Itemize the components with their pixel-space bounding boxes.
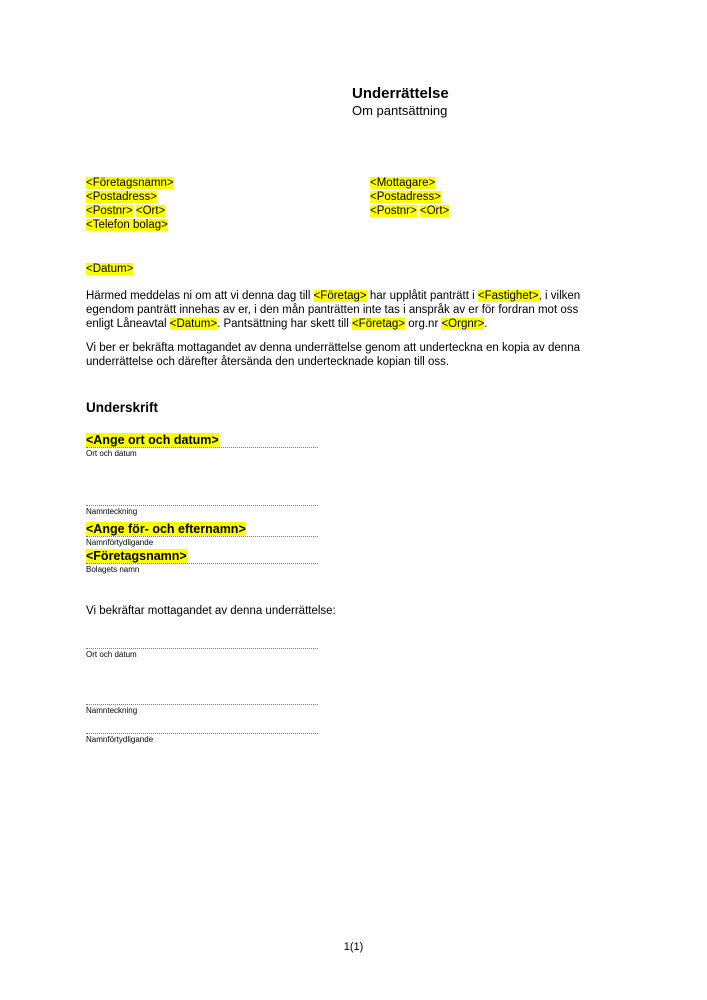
paragraph-line [86,317,580,331]
body-paragraph-confirm-request [86,341,580,369]
field-label: Namnteckning [86,706,138,715]
address-line [370,204,449,218]
address-line [86,176,174,190]
inline-placeholder[interactable]: <Företag> [351,318,406,330]
date-line [86,262,133,276]
field-label: Namnförtydligande [86,538,154,547]
confirmation-intro: Vi bekräftar mottagandet av denna underrättelse: [86,605,336,617]
signature-field-ort-och-datum [86,433,318,459]
signature-field-namnfortydligande [86,522,318,548]
address-placeholder[interactable]: <Ort> [419,205,450,217]
signature-field-namnteckning [86,505,318,517]
paragraph-text: , i vilken [538,290,581,302]
paragraph-text: . [484,318,488,330]
address-line [370,176,449,190]
address-placeholder[interactable]: <Telefon bolag> [86,219,168,231]
address-placeholder[interactable]: <Postnr> [370,205,417,217]
address-line [86,218,174,232]
signature-dotted-line [86,447,318,448]
paragraph-text: underrättelse och därefter återsända den undertecknade kopian till oss. [86,356,450,368]
address-placeholder[interactable]: <Företagsnamn> [86,177,174,189]
paragraph-line [86,341,580,355]
confirmation-field-namnteckning [86,704,318,716]
address-line [86,204,174,218]
field-label: Ort och datum [86,449,137,458]
placeholder-ange-ort-och-datum[interactable]: <Ange ort och datum> [86,433,219,447]
paragraph-line [86,289,580,303]
paragraph-line [86,303,580,317]
field-label: Bolagets namn [86,565,140,574]
inline-placeholder[interactable]: <Datum> [169,318,218,330]
placeholder-foretagsnamn[interactable]: <Företagsnamn> [86,549,187,563]
page-number: 1(1) [343,941,364,953]
address-placeholder[interactable]: <Ort> [135,205,166,217]
sender-address-block [86,176,174,232]
paragraph-text: enligt Låneavtal [86,318,170,330]
paragraph-text: Vi ber er bekräfta mottagandet av denna underrättelse genom att underteckna en kopia av denna [86,342,580,354]
signature-dotted-line [86,648,318,649]
address-placeholder[interactable]: <Postadress> [86,191,157,203]
signature-dotted-line [86,505,318,506]
body-paragraph-notice [86,289,580,331]
paragraph-text: Härmed meddelas ni om att vi denna dag till [86,290,314,302]
paragraph-text: har upplåtit panträtt i [366,290,478,302]
paragraph-text: egendom panträtt innehas av er, i den mån panträtten inte tas i anspråk av er för fordran mot oss [86,304,579,316]
field-label: Namnteckning [86,507,138,516]
date-placeholder[interactable]: <Datum> [86,263,134,275]
inline-placeholder[interactable]: <Fastighet> [477,290,539,302]
signature-dotted-line [86,733,318,734]
address-line [86,190,174,204]
paragraph-text: . Pantsättning har skett till [217,318,352,330]
document-subtitle: Om pantsättning [352,103,448,118]
confirmation-field-namnfortydligande [86,733,318,745]
recipient-address-block [370,176,449,218]
confirmation-field-ort-och-datum [86,648,318,660]
title-block [352,85,449,118]
address-line [370,190,449,204]
field-label: Ort och datum [86,650,137,659]
paragraph-line [86,355,580,369]
signature-dotted-line [86,536,318,537]
inline-placeholder[interactable]: <Företag> [313,290,367,302]
address-placeholder[interactable]: <Postnr> [86,205,133,217]
signature-dotted-line [86,563,318,564]
field-label: Namnförtydligande [86,735,154,744]
placeholder-ange-for-och-efternamn[interactable]: <Ange för- och efternamn> [86,522,246,536]
inline-placeholder[interactable]: <Orgnr> [441,318,485,330]
signature-field-bolagets-namn [86,549,318,575]
paragraph-text: org.nr [405,318,442,330]
address-placeholder[interactable]: <Postadress> [370,191,441,203]
signature-heading: Underskrift [86,400,159,415]
signature-dotted-line [86,704,318,705]
document-title: Underrättelse [352,85,449,102]
address-placeholder[interactable]: <Mottagare> [370,177,436,189]
